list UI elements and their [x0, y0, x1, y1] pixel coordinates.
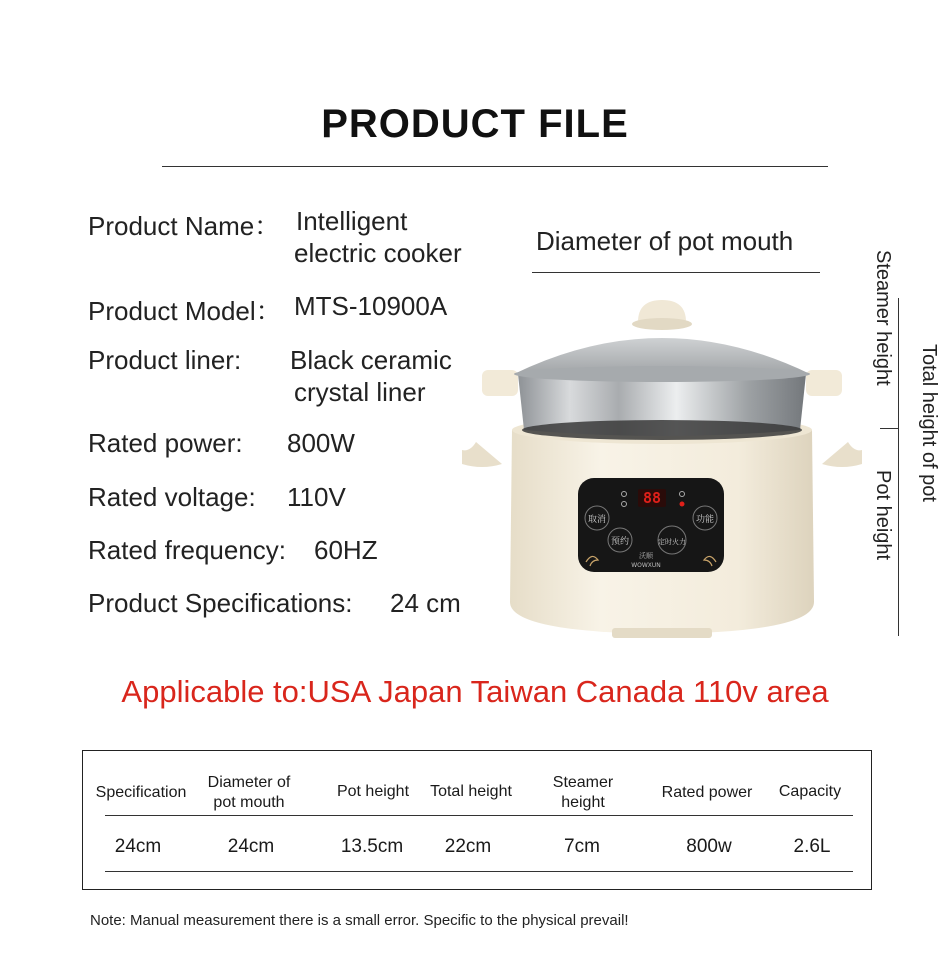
applicable-regions: Applicable to:USA Japan Taiwan Canada 110v area	[121, 674, 829, 709]
table-cell-capacity: 2.6L	[793, 836, 831, 857]
panel-button-reserve: 预约	[610, 537, 630, 547]
spec-label: Product Specifications:	[88, 588, 353, 618]
display-digits: 88	[642, 489, 662, 507]
spec-rated-power	[88, 428, 355, 459]
brand-logo-text: WOWXUN	[631, 562, 661, 569]
spec-label: Rated power:	[88, 428, 243, 458]
spec-label: Product Name：	[88, 211, 281, 241]
spec-product-model	[88, 291, 448, 328]
spec-value: MTS-10900A	[294, 291, 448, 321]
spec-label: Product liner:	[88, 345, 242, 375]
height-dimension-line	[898, 298, 899, 636]
table-cell-pot-height: 13.5cm	[340, 836, 404, 857]
glass-lid	[514, 300, 810, 382]
spec-product-specifications	[88, 588, 461, 619]
table-header-total-height: Total height	[430, 783, 512, 800]
spec-product-liner	[88, 345, 452, 407]
spec-value: 800W	[287, 428, 355, 458]
spec-value-line2: crystal liner	[294, 377, 426, 407]
mouth-dimension-line	[532, 272, 820, 273]
spec-value: 60HZ	[314, 535, 378, 565]
title-divider	[162, 166, 828, 167]
panel-button-function: 功能	[695, 515, 715, 525]
spec-rated-frequency	[88, 535, 378, 566]
table-header-specification: Specification	[95, 784, 187, 801]
table-header-capacity: Capacity	[778, 783, 842, 800]
spec-value: 110V	[287, 482, 346, 512]
table-header-diameter: Diameter of pot mouth	[207, 774, 291, 811]
page-title: PRODUCT FILE	[321, 102, 629, 146]
table-header-pot-height: Pot height	[336, 783, 410, 800]
table-cell-steamer-height: 7cm	[564, 836, 600, 857]
table-header-steamer-height: Steamer height	[552, 774, 614, 811]
spec-product-name	[88, 206, 462, 268]
spec-value: 24 cm	[390, 588, 461, 618]
spec-label: Rated frequency:	[88, 535, 287, 565]
dimension-label-pot: Pot height	[872, 470, 894, 561]
dimension-label-total: Total height of pot	[918, 344, 940, 502]
spec-value: Intelligent	[296, 206, 408, 236]
table-header-divider	[105, 815, 853, 816]
spec-table	[82, 750, 872, 890]
table-cell-rated-power: 800w	[686, 836, 732, 857]
table-cell-diameter: 24cm	[227, 836, 275, 857]
table-cell-total-height: 22cm	[444, 836, 492, 857]
dimension-label-steamer: Steamer height	[872, 250, 894, 386]
panel-button-timer: 定时火力	[658, 538, 686, 546]
dimension-label-mouth: Diameter of pot mouth	[536, 226, 794, 256]
table-bottom-divider	[105, 871, 853, 872]
table-cell-specification: 24cm	[114, 836, 162, 857]
spec-value: Black ceramic	[290, 345, 452, 375]
table-header-rated-power: Rated power	[661, 784, 753, 801]
spec-label: Product Model：	[88, 296, 282, 326]
spec-rated-voltage	[88, 482, 346, 513]
panel-button-cancel: 取消	[587, 515, 607, 525]
height-divider-tick	[880, 428, 898, 429]
spec-label: Rated voltage:	[88, 482, 256, 512]
brand-name: 沃顺	[639, 552, 653, 560]
spec-value-line2: electric cooker	[294, 238, 462, 268]
footnote: Note: Manual measurement there is a small error. Specific to the physical prevail!	[90, 912, 629, 929]
control-panel	[578, 478, 724, 572]
product-image	[462, 282, 862, 662]
